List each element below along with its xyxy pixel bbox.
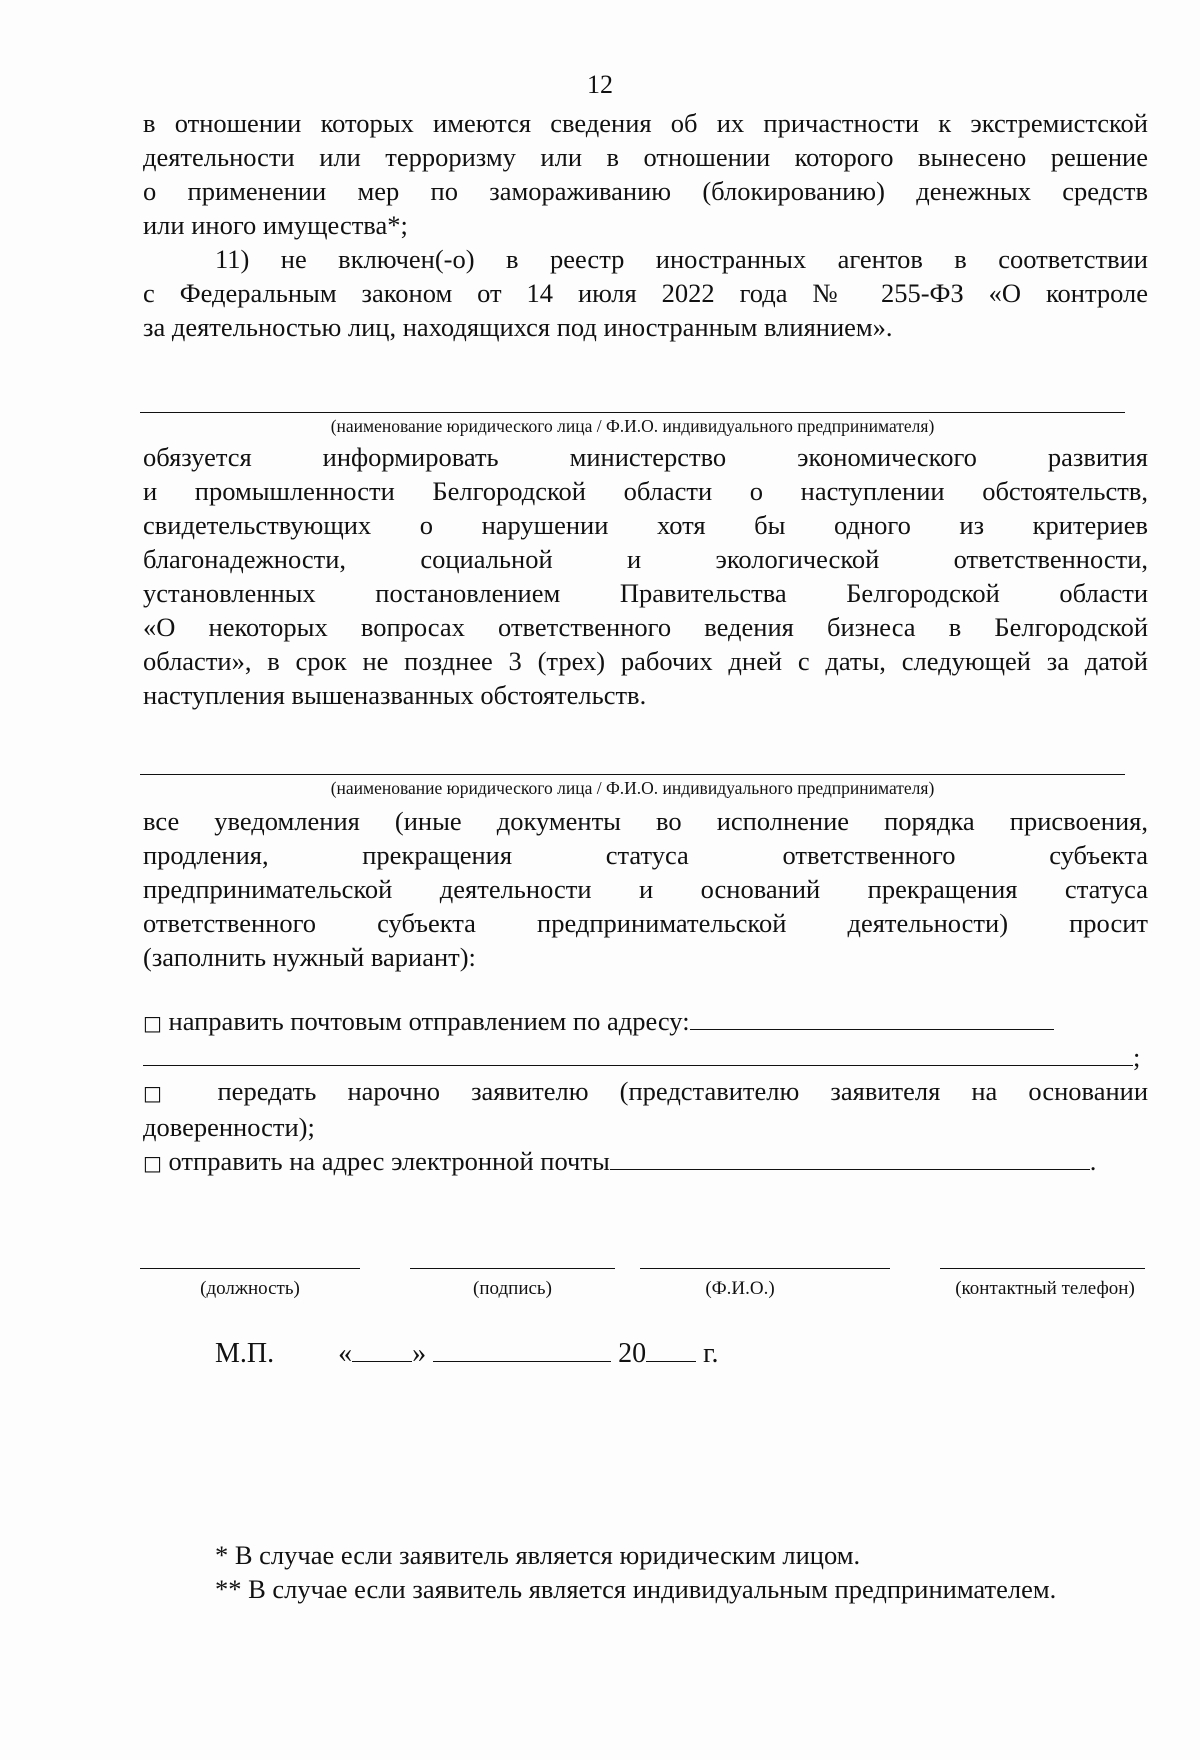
applicant-name-field-2[interactable] xyxy=(140,774,1125,775)
mail-address-field-line-2[interactable] xyxy=(143,1065,1133,1066)
text-line: за деятельностью лиц, находящихся под иностранным влиянием». xyxy=(143,312,893,342)
text-line: предпринимательской деятельности и оснований прекращения статуса xyxy=(143,874,1148,904)
fio-field[interactable] xyxy=(640,1268,890,1269)
option-email-label: отправить на адрес электронной почты xyxy=(168,1146,610,1176)
notification-paragraph xyxy=(143,804,1148,974)
text-line: ответственного субъекта предпринимательской деятельности) просит xyxy=(143,908,1148,938)
applicant-name-caption-2: (наименование юридического лица / Ф.И.О. индивидуального предпринимателя) xyxy=(330,778,935,798)
text-line: области», в срок не позднее 3 (трех) рабочих дней с даты, следующей за датой xyxy=(143,646,1148,676)
option-hand-label: передать нарочно заявителю (представителю заявителя на основании xyxy=(217,1076,1148,1106)
footnotes xyxy=(215,1538,1056,1606)
position-field[interactable] xyxy=(140,1268,360,1269)
option-email xyxy=(143,1144,1148,1180)
page-number: 12 xyxy=(587,70,613,99)
text-line: или иного имущества*; xyxy=(143,210,408,240)
text-line: обязуется информировать министерство экономического развития xyxy=(143,442,1148,472)
option-mail-label: направить почтовым отправлением по адресу: xyxy=(168,1006,690,1036)
mail-address-field[interactable] xyxy=(690,1029,1054,1030)
mail-end-punct: ; xyxy=(1133,1042,1141,1072)
option-mail xyxy=(143,1004,1148,1040)
criteria-item-11 xyxy=(143,242,1148,344)
text-line: «О некоторых вопросах ответственного ведения бизнеса в Белгородской xyxy=(143,612,1148,642)
text-line: о применении мер по замораживанию (блокированию) денежных средств xyxy=(143,176,1148,206)
day-field[interactable] xyxy=(352,1361,412,1362)
text-line: благонадежности, социальной и экологической ответственности, xyxy=(143,544,1148,574)
obligation-paragraph xyxy=(143,440,1148,712)
criteria-continuation xyxy=(143,106,1148,242)
checkbox-email[interactable]: □ xyxy=(143,1151,162,1175)
text-line: деятельности или терроризму или в отношении которого вынесено решение xyxy=(143,142,1148,172)
quote-open: « xyxy=(338,1338,353,1369)
fio-caption: (Ф.И.О.) xyxy=(705,1278,775,1299)
option-hand xyxy=(143,1074,1148,1110)
phone-caption: (контактный телефон) xyxy=(955,1278,1135,1299)
text-line: установленных постановлением Правительства Белгородской области xyxy=(143,578,1148,608)
email-end-punct: . xyxy=(1089,1146,1097,1176)
text-line: все уведомления (иные документы во исполнение порядка присвоения, xyxy=(143,806,1148,836)
year-suffix: г. xyxy=(703,1338,719,1369)
checkbox-hand[interactable]: □ xyxy=(143,1081,187,1105)
option-mail-continuation xyxy=(143,1040,1148,1074)
text-line: свидетельствующих о нарушении хотя бы одного из критериев xyxy=(143,510,1148,540)
footnote-legal-entity: * В случае если заявитель является юридическим лицом. xyxy=(215,1540,861,1570)
text-line: наступления вышеназванных обстоятельств. xyxy=(143,680,647,710)
quote-close: » xyxy=(412,1338,427,1369)
text-line: и промышленности Белгородской области о наступлении обстоятельств, xyxy=(143,476,1148,506)
email-address-field[interactable] xyxy=(610,1169,1090,1170)
month-field[interactable] xyxy=(433,1361,611,1362)
year-field[interactable] xyxy=(646,1361,696,1362)
checkbox-mail[interactable]: □ xyxy=(143,1011,162,1035)
footnote-entrepreneur: ** В случае если заявитель является индивидуальным предпринимателем. xyxy=(215,1574,1057,1604)
signature-field[interactable] xyxy=(410,1268,615,1269)
phone-field[interactable] xyxy=(940,1268,1145,1269)
delivery-options xyxy=(143,1004,1148,1180)
applicant-name-field-1[interactable] xyxy=(140,412,1125,413)
text-line: (заполнить нужный вариант): xyxy=(143,942,476,972)
date-row xyxy=(215,1338,718,1370)
stamp-place-label: М.П. xyxy=(215,1338,275,1369)
signature-caption: (подпись) xyxy=(473,1278,552,1299)
text-line: 11) не включен(-о) в реестр иностранных агентов в соответствии xyxy=(215,244,1148,274)
text-line: с Федеральным законом от 14 июля 2022 года № 255-ФЗ «О контроле xyxy=(143,278,1148,308)
applicant-name-caption-1: (наименование юридического лица / Ф.И.О. индивидуального предпринимателя) xyxy=(330,416,935,436)
text-line: в отношении которых имеются сведения об их причастности к экстремистской xyxy=(143,108,1148,138)
position-caption: (должность) xyxy=(200,1278,300,1299)
year-prefix: 20 xyxy=(618,1338,647,1369)
option-hand-continuation: доверенности); xyxy=(143,1112,315,1142)
text-line: продления, прекращения статуса ответственного субъекта xyxy=(143,840,1148,870)
